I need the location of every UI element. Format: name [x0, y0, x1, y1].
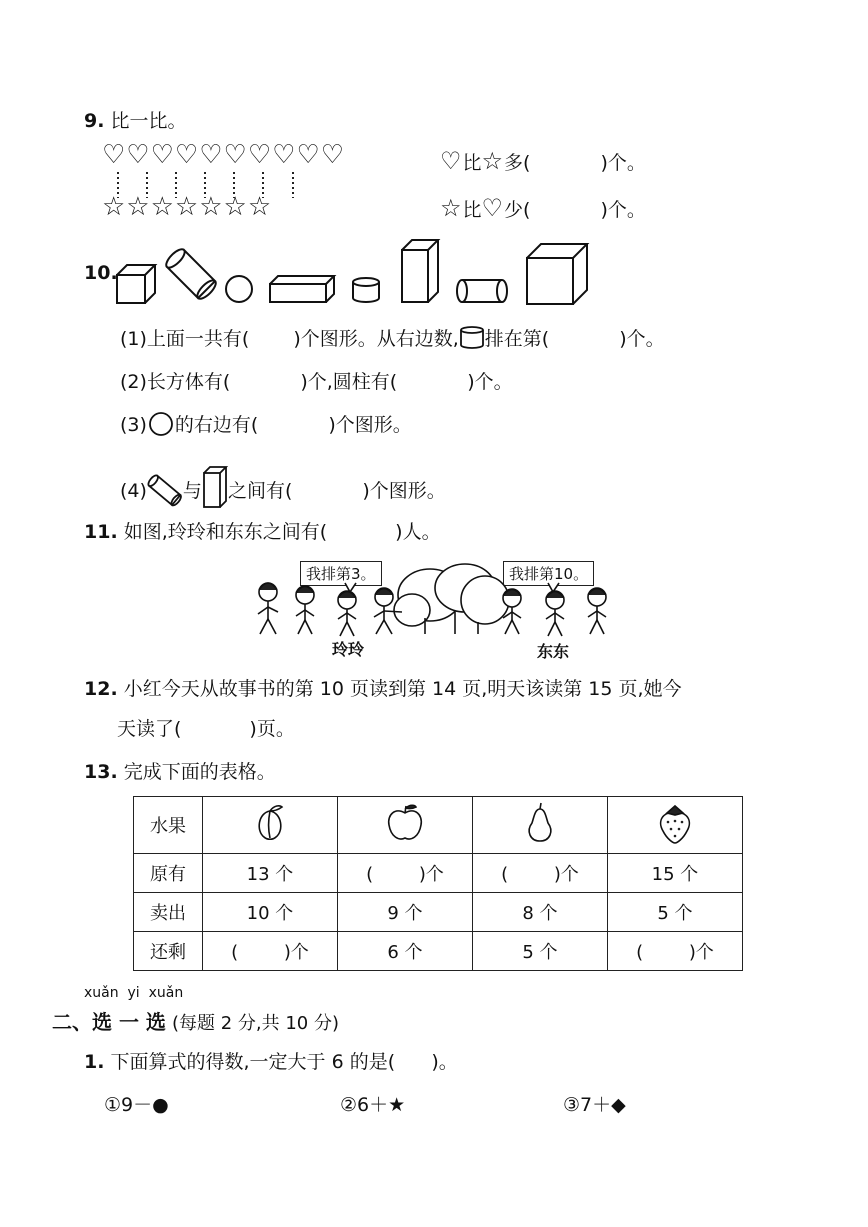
- pear-icon: [473, 797, 608, 854]
- row-label: 还剩: [134, 932, 203, 971]
- heart-icon: ♡: [440, 147, 463, 175]
- hearts-row: ♡♡♡♡♡♡♡♡♡♡: [102, 140, 346, 170]
- q9-title: 比一比。: [110, 110, 187, 132]
- peach-icon: [203, 797, 338, 854]
- table-cell-blank[interactable]: ( )个: [203, 932, 338, 971]
- q9-line2: ☆比♡少( )个。: [440, 194, 646, 222]
- section-note: (每题 2 分,共 10 分): [171, 1013, 339, 1034]
- heart-icon: ♡: [481, 194, 505, 222]
- star-icon: ☆: [481, 147, 505, 175]
- q10-number: 10.: [84, 262, 118, 284]
- q10-part4: (4) 与 之间有( )个图形。: [120, 465, 446, 509]
- table-cell-blank[interactable]: ( )个: [338, 854, 473, 893]
- name-label-dongdong: 东东: [537, 642, 570, 661]
- table-cell: 6 个: [338, 932, 473, 971]
- row-label: 水果: [134, 797, 203, 854]
- table-row: [134, 854, 743, 893]
- table-cell: 5 个: [608, 893, 743, 932]
- q13-heading: 13. 完成下面的表格。: [84, 761, 276, 783]
- section-pinyin: xuǎn yi xuǎn: [84, 985, 184, 1001]
- table-cell: 5 个: [473, 932, 608, 971]
- option-1[interactable]: ①9－●: [104, 1094, 169, 1116]
- table-row: [134, 932, 743, 971]
- table-cell: 8 个: [473, 893, 608, 932]
- q10-part2: (2)长方体有( )个,圆柱有( )个。: [120, 371, 513, 393]
- apple-icon: [338, 797, 473, 854]
- section-heading: [52, 1006, 339, 1035]
- q10-part1: (1)上面一共有( )个图形。从右边数, 排在第( )个。: [120, 328, 665, 350]
- strawberry-icon: [608, 797, 743, 854]
- table-cell: 13 个: [203, 854, 338, 893]
- speech-bubble-right: 我排第10。: [503, 561, 594, 586]
- table-cell-blank[interactable]: ( )个: [473, 854, 608, 893]
- q9-line1: ♡比☆多( )个。: [440, 147, 646, 175]
- speech-bubble-left: 我排第3。: [300, 561, 382, 586]
- row-label: 卖出: [134, 893, 203, 932]
- q12-line2: 天读了( )页。: [117, 718, 295, 740]
- row-label: 原有: [134, 854, 203, 893]
- q12-line1: 12. 小红今天从故事书的第 10 页读到第 14 页,明天该读第 15 页,她今: [84, 678, 682, 700]
- section-title: 二、选 一 选: [52, 1010, 166, 1034]
- option-3[interactable]: ③7＋◆: [563, 1094, 626, 1116]
- stars-row: ☆☆☆☆☆☆☆: [102, 192, 273, 222]
- star-icon: ☆: [440, 194, 463, 222]
- table-cell-blank[interactable]: ( )个: [608, 932, 743, 971]
- s2q1-text: 1. 下面算式的得数,一定大于 6 的是( )。: [84, 1051, 458, 1073]
- name-label-lingling: 玲玲: [332, 640, 365, 659]
- q11-text: 11. 如图,玲玲和东东之间有( )人。: [84, 521, 441, 543]
- fruit-table: [133, 796, 743, 971]
- table-cell: 9 个: [338, 893, 473, 932]
- trees-icon: [394, 564, 509, 634]
- table-row: [134, 893, 743, 932]
- option-2[interactable]: ②6＋★: [340, 1094, 406, 1116]
- q10-part3: (3) 的右边有( )个图形。: [120, 414, 412, 436]
- table-cell: 10 个: [203, 893, 338, 932]
- table-row: [134, 797, 743, 854]
- q9-number: 9.: [84, 110, 105, 132]
- table-cell: 15 个: [608, 854, 743, 893]
